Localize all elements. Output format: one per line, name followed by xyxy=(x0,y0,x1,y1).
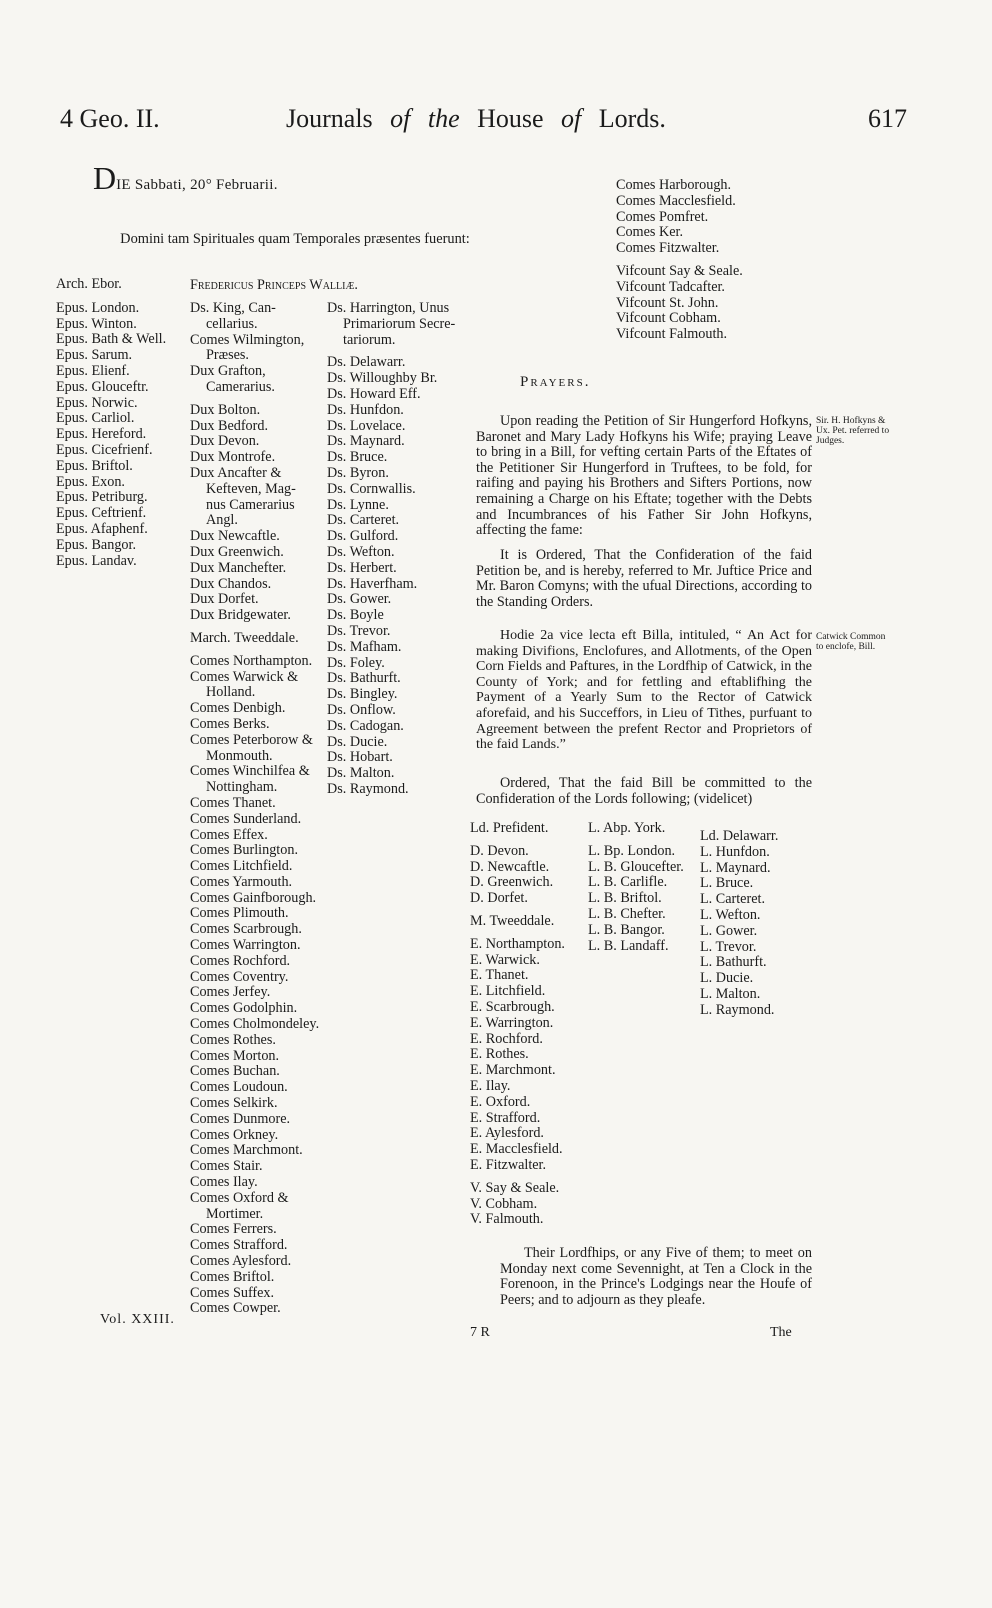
list-item: Comes Warrington. xyxy=(190,937,301,954)
list-item: E. Thanet. xyxy=(470,967,529,984)
list-item: E. Fitzwalter. xyxy=(470,1156,547,1173)
list-item: Comes Cowper. xyxy=(190,1300,281,1317)
bill-paragraph: Hodie 2a vice lecta eft Billa, intituled, “ An Act for making Divifions, Enclofures, and Allotments, of the Open Corn Fields and Paftures, in the Lordfhip of Catwick, in the County of York; and for fettling and eftablifhing the Payment of a Yearly Sum to the Rector of Catwick aforefaid, and his Succeffors, in Lieu of Tithes, purfuant to Agreement between the prefent Rector and Proprietors of the faid Lands.” xyxy=(476,628,812,753)
list-item: D. Devon. xyxy=(470,842,529,859)
list-item: Dux Chandos. xyxy=(190,575,272,592)
list-item: Ds. Raymond. xyxy=(327,780,409,797)
list-item: L. B. Gloucefter. xyxy=(588,858,684,875)
list-item: Comes Denbigh. xyxy=(190,700,286,717)
committee-order: Ordered, That the faid Bill be committed to the Confideration of the Lords following; (videlicet) xyxy=(476,775,812,807)
list-item: Præses. xyxy=(206,347,249,364)
list-item: Ds. King, Can- xyxy=(190,300,276,316)
list-item: Comes Sunderland. xyxy=(190,810,302,827)
list-item: E. Northampton. xyxy=(470,935,565,952)
list-item: D. Dorfet. xyxy=(470,890,528,907)
list-item: Ds. Harrington, Unus xyxy=(327,300,450,316)
list-item: Ds. Boyle xyxy=(327,607,384,624)
list-item: L. Trevor. xyxy=(700,938,757,955)
lords-column-3 xyxy=(327,301,467,798)
list-item: Ds. Carteret. xyxy=(327,512,400,529)
list-item: Epus. Briftol. xyxy=(56,457,133,474)
catchword: The xyxy=(770,1325,792,1340)
list-item: E. Aylesford. xyxy=(470,1125,544,1142)
list-item: Dux Devon. xyxy=(190,433,260,450)
page-number: 617 xyxy=(868,104,907,133)
list-item: Vifcount Say & Seale. xyxy=(616,262,743,279)
date-text: IE Sabbati, 20° Februarii. xyxy=(116,177,278,193)
list-item: Comes Litchfield. xyxy=(190,858,293,875)
list-item: Ds. Lynne. xyxy=(327,496,389,513)
date-line xyxy=(93,160,278,197)
title-word: of xyxy=(390,104,411,133)
prince-name: Fredericus Princeps Walliæ. xyxy=(190,277,358,293)
list-item: Comes Selkirk. xyxy=(190,1095,278,1112)
list-item: cellarius. xyxy=(206,315,258,332)
list-item: Nottingham. xyxy=(206,779,278,796)
list-item: Comes Aylesford. xyxy=(190,1253,292,1270)
list-item: Ds. Hobart. xyxy=(327,749,393,766)
list-item: Epus. Cicefrienf. xyxy=(56,441,153,458)
list-item: tariorum. xyxy=(343,331,396,348)
list-item: E. Warwick. xyxy=(470,951,540,968)
list-item: Dux Manchefter. xyxy=(190,559,287,576)
list-item: Epus. Glouceftr. xyxy=(56,378,149,395)
margin-note-petition: Sir. H. Hofkyns & Ux. Pet. referred to Judges. xyxy=(816,416,890,446)
list-item: Camerarius. xyxy=(206,378,275,395)
list-item: Angl. xyxy=(206,512,238,529)
title-word: of xyxy=(561,104,582,133)
list-item: L. Raymond. xyxy=(700,1001,775,1018)
list-item: E. Litchfield. xyxy=(470,983,546,1000)
list-item: Holland. xyxy=(206,684,256,701)
list-item: Comes Stair. xyxy=(190,1158,263,1175)
list-item: Comes Yarmouth. xyxy=(190,873,293,890)
list-item: L. Abp. York. xyxy=(588,820,666,836)
list-item: Ld. Prefident. xyxy=(470,820,549,836)
list-item: E. Ilay. xyxy=(470,1077,511,1094)
order-paragraph: It is Ordered, That the Confideration of the faid Petition be, and is hereby, referred to Mr. Juftice Price and Mr. Baron Comyns; with the ufual Directions, according to the Standing Orders. xyxy=(476,547,812,610)
title-word: Journals xyxy=(286,104,373,133)
list-item: Epus. Bangor. xyxy=(56,536,136,553)
list-item: Comes Rothes. xyxy=(190,1031,276,1048)
list-item: Ds. Bingley. xyxy=(327,686,398,703)
bishops-list xyxy=(56,277,181,569)
list-item: L. Maynard. xyxy=(700,859,771,876)
list-item: Comes Ilay. xyxy=(190,1174,258,1191)
list-item: Epus. Afaphenf. xyxy=(56,520,148,537)
lords-column-2 xyxy=(190,301,325,1317)
list-item: Epus. Winton. xyxy=(56,315,137,332)
committee-column-1 xyxy=(470,821,590,1228)
list-item: Comes Dunmore. xyxy=(190,1110,291,1127)
list-item: E. Strafford. xyxy=(470,1109,541,1126)
list-item: Epus. Sarum. xyxy=(56,347,133,364)
list-item: Ds. Ducie. xyxy=(327,733,388,750)
list-item: Epus. Hereford. xyxy=(56,426,147,443)
list-item: L. Hunfdon. xyxy=(700,843,770,860)
list-item: Ds. Willoughby Br. xyxy=(327,370,438,387)
list-item: V. Falmouth. xyxy=(470,1211,544,1228)
list-item: E. Rothes. xyxy=(470,1046,529,1063)
list-item: Dux Bedford. xyxy=(190,417,269,434)
list-item: Vifcount Tadcafter. xyxy=(616,278,725,295)
list-item: Dux Dorfet. xyxy=(190,591,259,608)
list-item: Dux Bridgewater. xyxy=(190,607,291,624)
list-item: Dux Bolton. xyxy=(190,401,261,418)
list-item: Vifcount St. John. xyxy=(616,294,719,311)
list-item: Epus. Bath & Well. xyxy=(56,331,167,348)
list-item: Comes Winchilfea & xyxy=(190,763,310,780)
list-item: Comes Pomfret. xyxy=(616,208,709,225)
list-item: Comes Jerfey. xyxy=(190,984,271,1001)
list-item: Vifcount Falmouth. xyxy=(616,326,728,343)
list-item: E. Scarbrough. xyxy=(470,998,555,1015)
list-item: L. Gower. xyxy=(700,922,758,939)
title-word: the xyxy=(427,104,460,133)
list-item: Comes Effex. xyxy=(190,826,268,843)
list-item: Comes Coventry. xyxy=(190,968,289,985)
prince-line xyxy=(190,277,358,294)
list-item: Comes Buchan. xyxy=(190,1063,280,1080)
list-item: Comes Peterborow & xyxy=(190,731,313,748)
list-item: E. Oxford. xyxy=(470,1093,531,1110)
list-item: Kefteven, Mag- xyxy=(206,480,296,497)
list-item: Comes Plimouth. xyxy=(190,905,289,922)
committee-column-2 xyxy=(588,821,698,954)
regnal-year: 4 Geo. II. xyxy=(60,104,160,133)
list-item: V. Cobham. xyxy=(470,1195,538,1212)
list-item: Ds. Hunfdon. xyxy=(327,401,404,418)
list-item: Epus. Carliol. xyxy=(56,410,135,427)
present-heading: Domini tam Spirituales quam Temporales præsentes fuerunt: xyxy=(120,231,470,247)
list-item: March. Tweeddale. xyxy=(190,629,299,646)
signature-mark: 7 R xyxy=(470,1325,490,1340)
list-item: Arch. Ebor. xyxy=(56,276,122,292)
list-item: Comes Fitzwalter. xyxy=(616,240,720,257)
list-item: Ds. Haverfham. xyxy=(327,575,418,592)
list-item: E. Marchmont. xyxy=(470,1062,556,1079)
list-item: Comes Ker. xyxy=(616,224,683,241)
list-item: D. Newcaftle. xyxy=(470,858,550,875)
list-item: Comes Warwick & xyxy=(190,668,299,685)
list-item: Ds. Onflow. xyxy=(327,701,396,718)
list-item: Comes Loudoun. xyxy=(190,1079,288,1096)
list-item: Comes Rochford. xyxy=(190,952,291,969)
list-item: Dux Grafton, xyxy=(190,363,266,380)
list-item: Comes Morton. xyxy=(190,1047,280,1064)
list-item: L. B. Landaff. xyxy=(588,937,669,954)
list-item: Dux Newcaftle. xyxy=(190,528,280,545)
volume-number: Vol. XXIII. xyxy=(100,1312,175,1327)
list-item: Comes Harborough. xyxy=(616,177,732,193)
list-item: Epus. Exon. xyxy=(56,473,125,490)
list-item: M. Tweeddale. xyxy=(470,912,555,929)
lords-column-4 xyxy=(616,178,816,343)
list-item: Comes Suffex. xyxy=(190,1284,275,1301)
prayers-heading-text: Prayers. xyxy=(520,374,591,390)
list-item: Monmouth. xyxy=(206,747,273,764)
list-item: Ds. Howard Eff. xyxy=(327,385,421,402)
list-item: Epus. Landav. xyxy=(56,552,137,569)
list-item: L. B. Bangor. xyxy=(588,921,665,938)
list-item: Comes Cholmondeley. xyxy=(190,1016,320,1033)
title-word: House xyxy=(477,104,544,133)
list-item: Dux Ancafter & xyxy=(190,464,282,481)
list-item: Ds. Bathurft. xyxy=(327,670,401,687)
list-item: Ds. Maynard. xyxy=(327,433,405,450)
list-item: Ds. Trevor. xyxy=(327,622,391,639)
list-item: Comes Burlington. xyxy=(190,842,298,859)
petition-paragraph: Upon reading the Petition of Sir Hungerford Hofkyns, Baronet and Mary Lady Hofkyns his Wife; praying Leave to bring in a Bill, for vefting certain Parts of the Eftates of the Petitioner Sir Hungerford in Truftees, to be fold, for raifing and paying his Brothers and Sifters Portions, now remaining a Charge on his Eftate; together with the Debts and Incumbrances of his Father Sir John Hofkyns, affecting the fame: xyxy=(476,413,812,539)
prayers-heading xyxy=(520,374,590,391)
list-item: Dux Greenwich. xyxy=(190,543,284,560)
list-item: Epus. Elienf. xyxy=(56,362,130,379)
list-item: Ld. Delawarr. xyxy=(700,828,779,844)
margin-note-bill: Catwick Common to enclofe, Bill. xyxy=(816,632,886,652)
list-item: L. Bathurft. xyxy=(700,954,767,971)
list-item: Ds. Mafham. xyxy=(327,638,402,655)
list-item: L. Carteret. xyxy=(700,891,765,908)
list-item: Comes Briftol. xyxy=(190,1268,275,1285)
list-item: Ds. Herbert. xyxy=(327,559,397,576)
list-item: E. Rochford. xyxy=(470,1030,543,1047)
list-item: Comes Scarbrough. xyxy=(190,921,302,938)
closing-paragraph: Their Lordfhips, or any Five of them; to meet on Monday next come Sevennight, at Ten a Clock in the Forenoon, in the Prince's Lodgings near the Houfe of Peers; and to adjourn as they pleafe. xyxy=(500,1245,812,1308)
list-item: Ds. Gower. xyxy=(327,591,392,608)
list-item: Ds. Delawarr. xyxy=(327,354,406,371)
list-item: L. Ducie. xyxy=(700,970,754,987)
list-item: Comes Macclesfield. xyxy=(616,192,736,209)
list-item: Epus. Petriburg. xyxy=(56,489,148,506)
list-item: Comes Wilmington, xyxy=(190,331,305,348)
list-item: V. Say & Seale. xyxy=(470,1179,560,1196)
list-item: Ds. Foley. xyxy=(327,654,385,671)
list-item: Ds. Cadogan. xyxy=(327,717,404,734)
list-item: L. Wefton. xyxy=(700,906,761,923)
list-item: E. Macclesfield. xyxy=(470,1141,563,1158)
list-item: L. B. Chefter. xyxy=(588,905,666,922)
list-item: Comes Ferrers. xyxy=(190,1221,277,1238)
list-item: Ds. Byron. xyxy=(327,464,389,481)
list-item: Comes Godolphin. xyxy=(190,1000,298,1017)
list-item: Comes Orkney. xyxy=(190,1126,279,1143)
list-item: Comes Strafford. xyxy=(190,1237,288,1254)
committee-column-3 xyxy=(700,829,820,1019)
list-item: Comes Berks. xyxy=(190,715,270,732)
list-item: L. B. Briftol. xyxy=(588,890,662,907)
list-item: L. Bp. London. xyxy=(588,842,676,859)
list-item: Comes Marchmont. xyxy=(190,1142,303,1159)
list-item: Primariorum Secre- xyxy=(343,315,456,332)
list-item: Ds. Malton. xyxy=(327,765,395,782)
list-item: L. B. Carlifle. xyxy=(588,874,668,891)
list-item: L. Bruce. xyxy=(700,875,754,892)
running-title xyxy=(286,104,666,134)
list-item: Comes Thanet. xyxy=(190,794,276,811)
title-word: Lords. xyxy=(598,104,666,133)
drop-cap: D xyxy=(93,160,117,196)
list-item: Ds. Bruce. xyxy=(327,449,388,466)
list-item: nus Camerarius xyxy=(206,496,295,513)
list-item: Vifcount Cobham. xyxy=(616,310,721,327)
list-item: Ds. Lovelace. xyxy=(327,417,406,434)
list-item: L. Malton. xyxy=(700,985,761,1002)
list-item: Comes Northampton. xyxy=(190,652,313,669)
list-item: Mortimer. xyxy=(206,1205,264,1222)
list-item: Comes Gainfborough. xyxy=(190,889,317,906)
list-item: Epus. Ceftrienf. xyxy=(56,505,147,522)
list-item: Ds. Wefton. xyxy=(327,543,395,560)
list-item: E. Warrington. xyxy=(470,1014,554,1031)
list-item: Comes Oxford & xyxy=(190,1189,289,1206)
list-item: Dux Montrofe. xyxy=(190,449,276,466)
list-item: Epus. Norwic. xyxy=(56,394,138,411)
list-item: Ds. Cornwallis. xyxy=(327,480,416,497)
list-item: Ds. Gulford. xyxy=(327,528,399,545)
list-item: D. Greenwich. xyxy=(470,874,554,891)
list-item: Epus. London. xyxy=(56,299,140,316)
